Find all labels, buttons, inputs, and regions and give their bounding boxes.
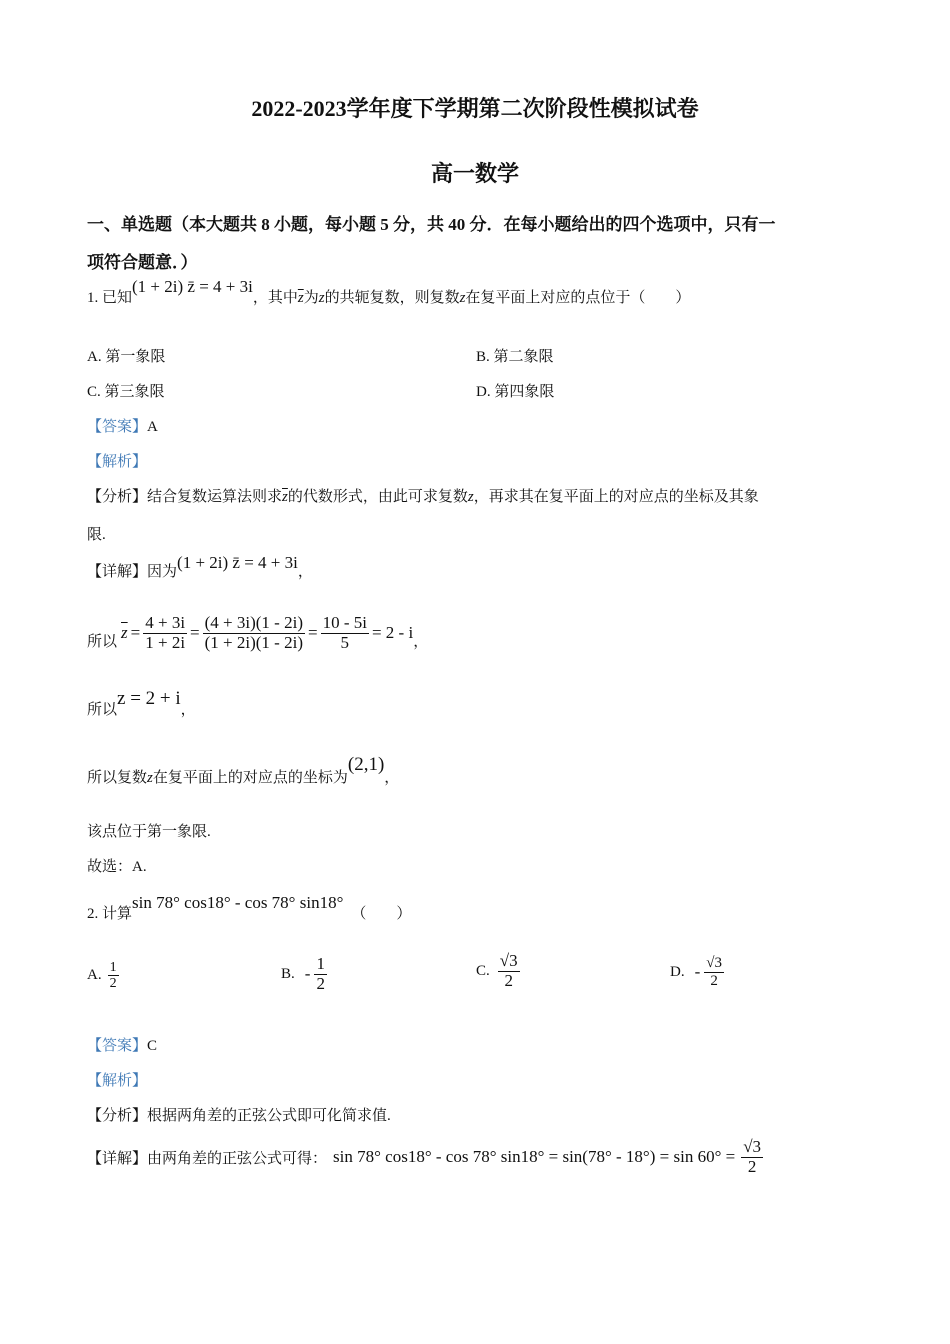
question-1-stem: 1. 已知(1 + 2i) z̄ = 4 + 3i，其中$\overline{z}$为z的共轭复数，则复数z在复平面上对应的点位于（ ）	[87, 277, 691, 306]
fraction-3: $\frac{10 - 5i}{5}$	[322, 613, 367, 652]
q1-option-a: A. 第一象限	[87, 349, 166, 365]
q2-derivation: sin 78° cos18° - cos 78° sin18° = sin(78° - 18°) = sin 60° =	[333, 1147, 736, 1167]
q2-option-a: A. $\frac{1}{2}$	[87, 960, 117, 992]
q1-derivation: 所以 $\overline{z}$ = $\frac{4 + 3i}{1 + 2i}$ = $\frac{(4 + 3i)(1 - 2i)}{(1 + 2i)(1 - 2i)}$ = $\frac{10 - 5i}{5}$ = 2 - i ，	[87, 613, 429, 652]
q2-answer: 【答案】C	[87, 1038, 158, 1054]
q2-number: 2. 计算	[87, 906, 133, 922]
q2-analysis-tag: 【解析】	[87, 1073, 148, 1089]
fraction-2: $\frac{(4 + 3i)(1 - 2i)}{(1 + 2i)(1 - 2i)}$	[204, 613, 303, 652]
q1-choice: 故选：A.	[87, 859, 147, 875]
q1-answer: 【答案】A	[87, 419, 158, 435]
q1-quadrant: 该点位于第一象限.	[87, 824, 211, 840]
q1-option-b: B. 第二象限	[476, 349, 554, 365]
q1-zbar: $\overline{z}$	[297, 290, 304, 306]
question-2-stem: 2. 计算sin 78° cos18° - cos 78° sin18°（ ）	[87, 893, 412, 922]
fraction-1: $\frac{4 + 3i}{1 + 2i}$	[145, 613, 186, 652]
page-title: 2022-2023学年度下学期第二次阶段性模拟试卷	[251, 96, 699, 121]
q1-option-c: C. 第三象限	[87, 384, 165, 400]
q2-option-b: B. - $\frac{1}{2}$	[281, 954, 325, 993]
q1-fenxi-cont: 限.	[87, 527, 106, 543]
q1-z-result: 所以z = 2 + i，	[87, 688, 196, 718]
q1-expression: (1 + 2i) z̄ = 4 + 3i	[132, 277, 253, 296]
q2-option-c: C. $\frac{√3}{2}$	[476, 951, 518, 990]
section-header-line2: 项符合题意．）	[87, 253, 198, 272]
q1-analysis-tag: 【解析】	[87, 454, 148, 470]
q1-equation-1: (1 + 2i) z̄ = 4 + 3i	[177, 553, 298, 572]
section-header-line1: 一、单选题（本大题共 8 小题，每小题 5 分，共 40 分．在每小题给出的四个选项中，只有一	[87, 215, 776, 234]
q1-coordinate-line: 所以复数z在复平面上的对应点的坐标为(2,1)，	[87, 754, 400, 786]
q2-xiangjie: 【详解】 由两角差的正弦公式可得： sin 78° cos18° - cos 78° sin18° = sin(78° - 18°) = sin 60° = $\frac{√3}{2}$	[87, 1137, 762, 1176]
q1-number: 1. 已知	[87, 290, 133, 306]
q1-xiangjie-line1: 【详解】因为(1 + 2i) z̄ = 4 + 3i，	[87, 553, 313, 580]
q2-fenxi: 【分析】根据两角差的正弦公式即可化简求值.	[87, 1108, 391, 1124]
q1-fenxi: 【分析】结合复数运算法则求$\overline{z}$的代数形式，由此可求复数z，再求其在复平面上的对应点的坐标及其象	[87, 489, 759, 505]
page-subtitle: 高一数学	[430, 161, 519, 186]
q2-expression: sin 78° cos18° - cos 78° sin18°	[132, 893, 344, 912]
q1-option-d: D. 第四象限	[476, 384, 555, 400]
answer-tag: 【答案】	[87, 419, 148, 435]
q2-option-d: D. - $\frac{√3}{2}$	[670, 955, 722, 989]
